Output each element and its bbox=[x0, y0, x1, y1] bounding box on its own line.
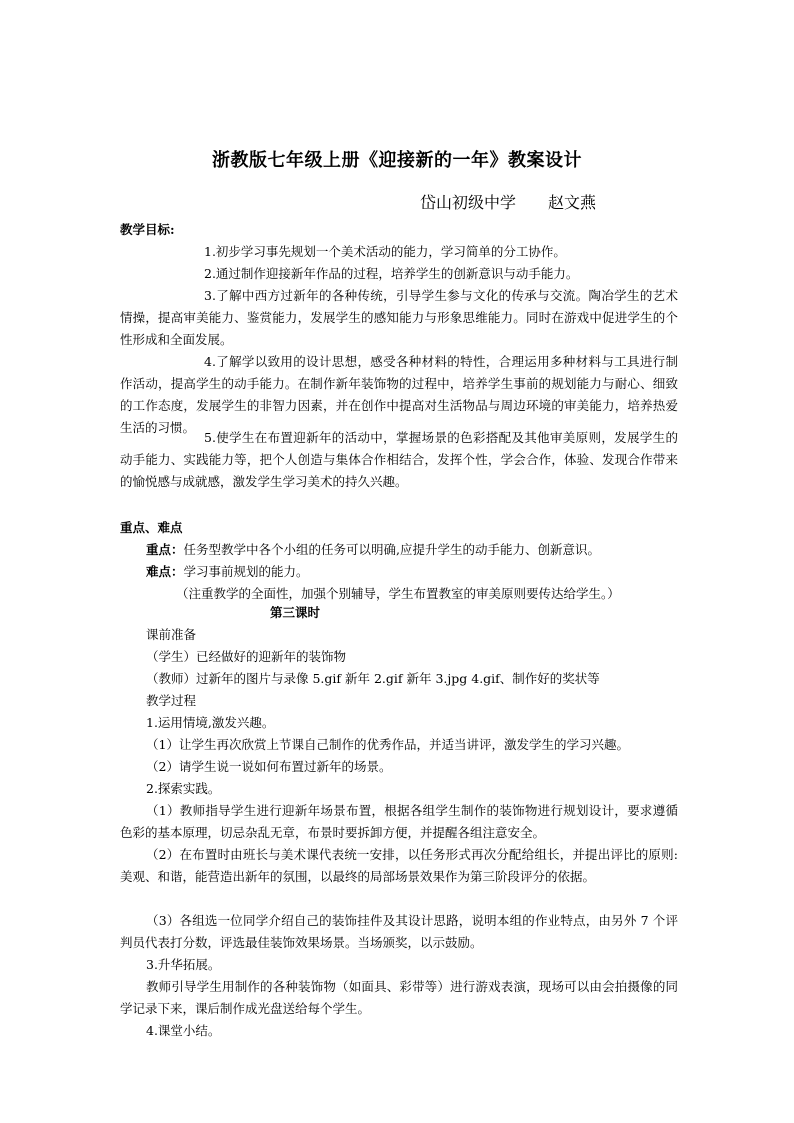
objective-4: 4.了解学以致用的设计思想，感受各种材料的特性，合理运用多种材料与工具进行制作活动，提高学生的动手能力。在制作新年装饰物的过程中，培养学生事前的规划能力与耐心、细致的工作态度，发展学生的非智力因素，并在创作中提高对生活物品与周边环境的审美能力，培养热爱生活的习惯。 bbox=[120, 354, 678, 435]
step-2-b: （2）在布置时由班长与美术课代表统一安排，以任务形式再次分配给组长，并提出评比的原则: 美观、和谐，能营造出新年的氛围，以最终的局部场景效果作为第三阶段评分的依据。 bbox=[120, 847, 678, 884]
key-point-line bbox=[146, 539, 600, 561]
objective-5: 5.使学生在布置迎新年的活动中，掌握场景的色彩搭配及其他审美原则，发展学生的动手能力、实践能力等，把个人创造与集体合作相结合，发挥个性，学会合作，体验、发现合作带来的愉悦感与成就感，激发学生学习美术的持久兴趣。 bbox=[120, 430, 678, 489]
step-2: 2.探索实践。 bbox=[146, 781, 221, 796]
difficulty-text: 学习事前规划的能力。 bbox=[183, 564, 309, 579]
key-point-text: 任务型教学中各个小组的任务可以明确,应提升学生的动手能力、创新意识。 bbox=[183, 542, 600, 557]
objective-2: 2.通过制作迎接新年作品的过程，培养学生的创新意识与动手能力。 bbox=[204, 266, 579, 281]
step-4: 4.课堂小结。 bbox=[146, 1023, 221, 1038]
difficulty-label: 难点： bbox=[146, 564, 184, 579]
objective-1: 1.初步学习事先规划一个美术活动的能力，学习简单的分工协作。 bbox=[204, 244, 566, 259]
prep-teacher: （教师）过新年的图片与录像 5.gif 新年 2.gif 新年 3.jpg 4.gif、制作好的奖状等 bbox=[146, 671, 600, 686]
difficulty-line bbox=[146, 561, 309, 583]
objectives-heading: 教学目标: bbox=[120, 222, 175, 237]
step-2-c: （3）各组选一位同学介绍自己的装饰挂件及其设计思路，说明本组的作业特点，由另外 7 个评判员代表打分数，评选最佳装饰效果场景。当场颁奖，以示鼓励。 bbox=[120, 913, 678, 950]
process-heading: 教学过程 bbox=[146, 693, 197, 708]
step-1-a: （1）让学生再次欣赏上节课自己制作的优秀作品，并适当讲评，激发学生的学习兴趣。 bbox=[146, 737, 629, 752]
prep-student: （学生）已经做好的迎新年的装饰物 bbox=[146, 649, 347, 664]
step-3: 3.升华拓展。 bbox=[146, 957, 221, 972]
step-2-a: （1）教师指导学生进行迎新年场景布置，根据各组学生制作的装饰物进行规划设计，要求遵循色彩的基本原理，切忌杂乱无章，布景时要拆卸方便，并提醒各组注意安全。 bbox=[120, 803, 678, 840]
author-byline: 岱山初级中学 赵文燕 bbox=[420, 193, 597, 212]
document-title: 浙教版七年级上册《迎接新的一年》教案设计 bbox=[212, 150, 582, 171]
key-point-label: 重点： bbox=[146, 542, 184, 557]
key-points-heading: 重点、难点 bbox=[120, 520, 183, 535]
step-3-a: 教师引导学生用制作的各种装饰物（如面具、彩带等）进行游戏表演，现场可以由会拍摄像的同学记录下来，课后制作成光盘送给每个学生。 bbox=[120, 979, 678, 1016]
lesson-heading: 第三课时 bbox=[270, 605, 321, 620]
teaching-note: （注重教学的全面性，加强个别辅导，学生布置教室的审美原则要传达给学生。） bbox=[176, 586, 620, 601]
prep-heading: 课前准备 bbox=[146, 627, 197, 642]
objective-3: 3.了解中西方过新年的各种传统，引导学生参与文化的传承与交流。陶冶学生的艺术情操，提高审美能力、鉴赏能力，发展学生的感知能力与形象思维能力。同时在游戏中促进学生的个性形成和全面发展。 bbox=[120, 288, 678, 347]
step-1-b: （2）请学生说一说如何布置过新年的场景。 bbox=[146, 759, 392, 774]
step-1: 1.运用情境,激发兴趣。 bbox=[146, 715, 275, 730]
